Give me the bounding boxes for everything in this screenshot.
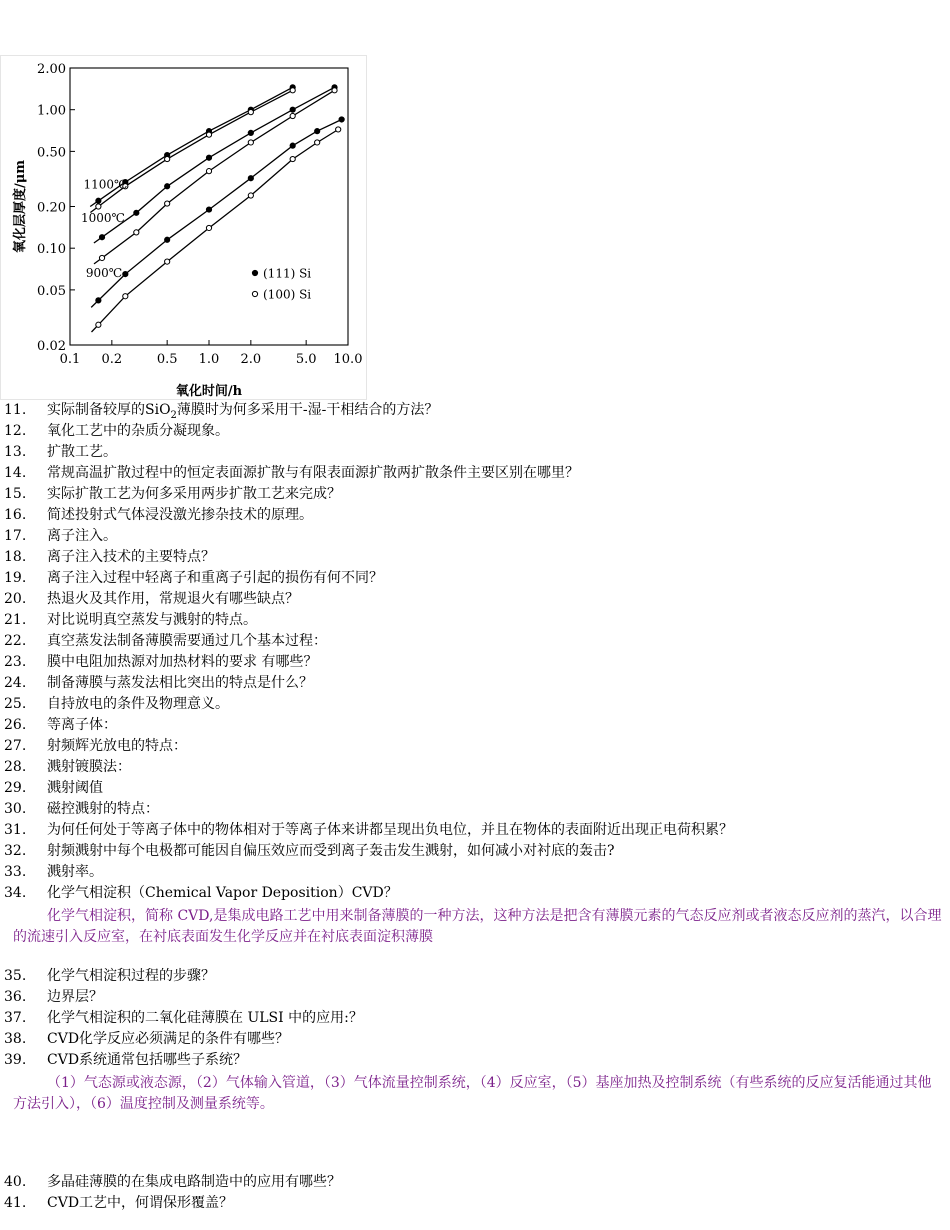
question-number: 35.: [4, 968, 27, 984]
series-line: [90, 90, 292, 212]
data-point: [165, 259, 170, 264]
data-point: [96, 198, 101, 203]
data-point: [290, 156, 295, 161]
answer-39: （1）气态源或液态源，（2）气体输入管道，（3）气体流量控制系统，（4）反应室，（5）基座加热及控制系统（有些系统的反应复活能通过其他方法引入），（6）温度控制及测量系统等。: [13, 1075, 932, 1112]
question-text: 热退火及其作用，常规退火有哪些缺点？: [47, 591, 299, 607]
data-point: [96, 298, 101, 303]
question-text: 化学气相淀积过程的步骤？: [47, 968, 215, 984]
question-text: 离子注入过程中轻离子和重离子引起的损伤有何不同？: [47, 570, 383, 586]
question-text: 简述投射式气体浸没激光掺杂技术的原理。: [47, 507, 313, 523]
question-text: CVD工艺中，何谓保形覆盖？: [47, 1195, 234, 1211]
y-axis-label: 氧化层厚度/μm: [13, 159, 28, 254]
question-number: 39.: [4, 1052, 27, 1068]
question-text: CVD系统通常包括哪些子系统？: [47, 1052, 248, 1068]
question-text: 边界层？: [47, 989, 103, 1005]
data-point: [123, 294, 128, 299]
data-point: [290, 107, 295, 112]
data-point: [206, 207, 211, 212]
data-point: [206, 225, 211, 230]
data-point: [123, 272, 128, 277]
data-point: [339, 117, 344, 122]
question-number: 18.: [4, 549, 27, 565]
question-text: 溅射镀膜法：: [47, 759, 131, 775]
y-tick-label: 0.20: [37, 200, 66, 216]
question-number: 34.: [4, 885, 27, 901]
question-number: 14.: [4, 465, 27, 481]
question-number: 11.: [4, 402, 27, 418]
data-point: [248, 140, 253, 145]
data-point: [165, 184, 170, 189]
question-text: 扩散工艺。: [47, 444, 117, 460]
curve-label: 1000℃: [81, 210, 125, 225]
question-number: 20.: [4, 591, 27, 607]
series-line: [94, 87, 335, 243]
question-text: CVD化学反应必须满足的条件有哪些？: [47, 1031, 290, 1047]
data-point: [332, 88, 337, 93]
x-tick-label: 0.1: [59, 352, 81, 367]
question-text: 离子注入。: [47, 528, 117, 544]
question-text: 离子注入技术的主要特点？: [47, 549, 215, 565]
data-point: [96, 204, 101, 209]
data-point: [134, 210, 139, 215]
question-text: 自持放电的条件及物理意义。: [47, 696, 229, 712]
question-text: 射频辉光放电的特点：: [47, 738, 187, 754]
series-line: [92, 130, 339, 333]
data-point: [99, 235, 104, 240]
question-text: 射频溅射中每个电极都可能因自偏压效应而受到离子轰击发生溅射，如何减小对衬底的轰击?: [47, 843, 615, 859]
question-text: 化学气相淀积（Chemical Vapor Deposition）CVD？: [47, 885, 398, 901]
x-tick-label: 0.5: [156, 352, 178, 367]
question-text: 制备薄膜与蒸发法相比突出的特点是什么？: [47, 675, 313, 691]
data-point: [134, 230, 139, 235]
y-tick-label: 2.00: [37, 62, 66, 77]
question-text: 多晶硅薄膜的在集成电路制造中的应用有哪些？: [47, 1174, 341, 1190]
question-number: 32.: [4, 843, 27, 859]
question-text: 实际扩散工艺为何多采用两步扩散工艺来完成？: [47, 486, 341, 502]
x-tick-label: 10.0: [333, 352, 363, 367]
x-tick-label: 2.0: [240, 352, 262, 367]
question-number: 36.: [4, 989, 27, 1005]
question-number: 26.: [4, 717, 27, 733]
x-axis-label: 氧化时间/h: [175, 384, 243, 399]
legend-label: (111) Si: [263, 266, 312, 281]
data-point: [96, 322, 101, 327]
question-text: 常规高温扩散过程中的恒定表面源扩散与有限表面源扩散两扩散条件主要区别在哪里？: [47, 465, 579, 481]
x-tick-label: 1.0: [198, 352, 220, 367]
question-number: 40.: [4, 1174, 27, 1190]
data-point: [290, 143, 295, 148]
question-text: 膜中电阻加热源对加热材料的要求 有哪些？: [47, 654, 318, 670]
question-text: 溅射率。: [47, 864, 103, 880]
data-point: [165, 156, 170, 161]
data-point: [315, 129, 320, 134]
data-point: [206, 169, 211, 174]
question-text: 实际制备较厚的SiO$_2$薄膜时为何多采用干-湿-干相结合的方法？: [47, 402, 439, 421]
x-tick-label: 0.2: [101, 352, 123, 367]
question-number: 27.: [4, 738, 27, 754]
y-tick-label: 0.02: [37, 339, 66, 354]
question-text: 为何任何处于等离子体中的物体相对于等离子体来讲都呈现出负电位，并且在物体的表面附近出现正电荷积累？: [47, 822, 733, 838]
y-tick-label: 1.00: [37, 103, 66, 119]
question-number: 19.: [4, 570, 27, 586]
question-number: 33.: [4, 864, 27, 880]
oxide-thickness-chart: [0, 55, 368, 400]
question-number: 23.: [4, 654, 27, 670]
data-point: [248, 130, 253, 135]
data-point: [336, 127, 341, 132]
data-point: [315, 140, 320, 145]
data-point: [290, 88, 295, 93]
question-text: 等离子体：: [47, 717, 117, 733]
question-number: 12.: [4, 423, 27, 439]
question-number: 16.: [4, 507, 27, 523]
series-line: [94, 90, 335, 264]
data-point: [165, 201, 170, 206]
question-text: 真空蒸发法制备薄膜需要通过几个基本过程：: [47, 633, 327, 649]
data-point: [206, 132, 211, 137]
question-number: 22.: [4, 633, 27, 649]
question-number: 17.: [4, 528, 27, 544]
curve-label: 1100℃: [83, 177, 128, 192]
question-number: 13.: [4, 444, 27, 460]
y-tick-label: 0.10: [37, 242, 66, 258]
y-tick-label: 0.05: [37, 283, 66, 299]
question-number: 21.: [4, 612, 27, 628]
data-point: [248, 110, 253, 115]
data-point: [206, 155, 211, 160]
legend-marker: [252, 291, 257, 296]
data-point: [99, 255, 104, 260]
question-text: 磁控溅射的特点：: [47, 801, 159, 817]
question-number: 24.: [4, 675, 27, 691]
question-number: 29.: [4, 780, 27, 796]
question-number: 31.: [4, 822, 27, 838]
data-point: [248, 193, 253, 198]
legend-label: (100) Si: [263, 287, 312, 302]
answer-34: 化学气相淀积，简称 CVD,是集成电路工艺中用来制备薄膜的一种方法，这种方法是把含有薄膜元素的气态反应剂或者液态反应剂的蒸汽，以合理的流速引入反应室，在衬底表面发生化学反应并在衬底表面淀积薄膜: [13, 908, 942, 945]
question-number: 41.: [4, 1195, 27, 1211]
question-number: 28.: [4, 759, 27, 775]
question-text: 对比说明真空蒸发与溅射的特点。: [47, 612, 257, 628]
legend-marker: [252, 270, 257, 275]
curve-label: 900℃: [85, 265, 123, 280]
question-text: 化学气相淀积的二氧化硅薄膜在 ULSI 中的应用:？: [47, 1010, 363, 1026]
question-number: 25.: [4, 696, 27, 712]
data-point: [165, 237, 170, 242]
question-number: 30.: [4, 801, 27, 817]
question-text: 氧化工艺中的杂质分凝现象。: [47, 423, 229, 439]
question-number: 38.: [4, 1031, 27, 1047]
question-number: 37.: [4, 1010, 27, 1026]
y-tick-label: 0.50: [37, 145, 66, 161]
data-point: [248, 176, 253, 181]
question-number: 15.: [4, 486, 27, 502]
x-tick-label: 5.0: [295, 352, 317, 367]
data-point: [290, 113, 295, 118]
question-text: 溅射阈值: [47, 780, 103, 796]
